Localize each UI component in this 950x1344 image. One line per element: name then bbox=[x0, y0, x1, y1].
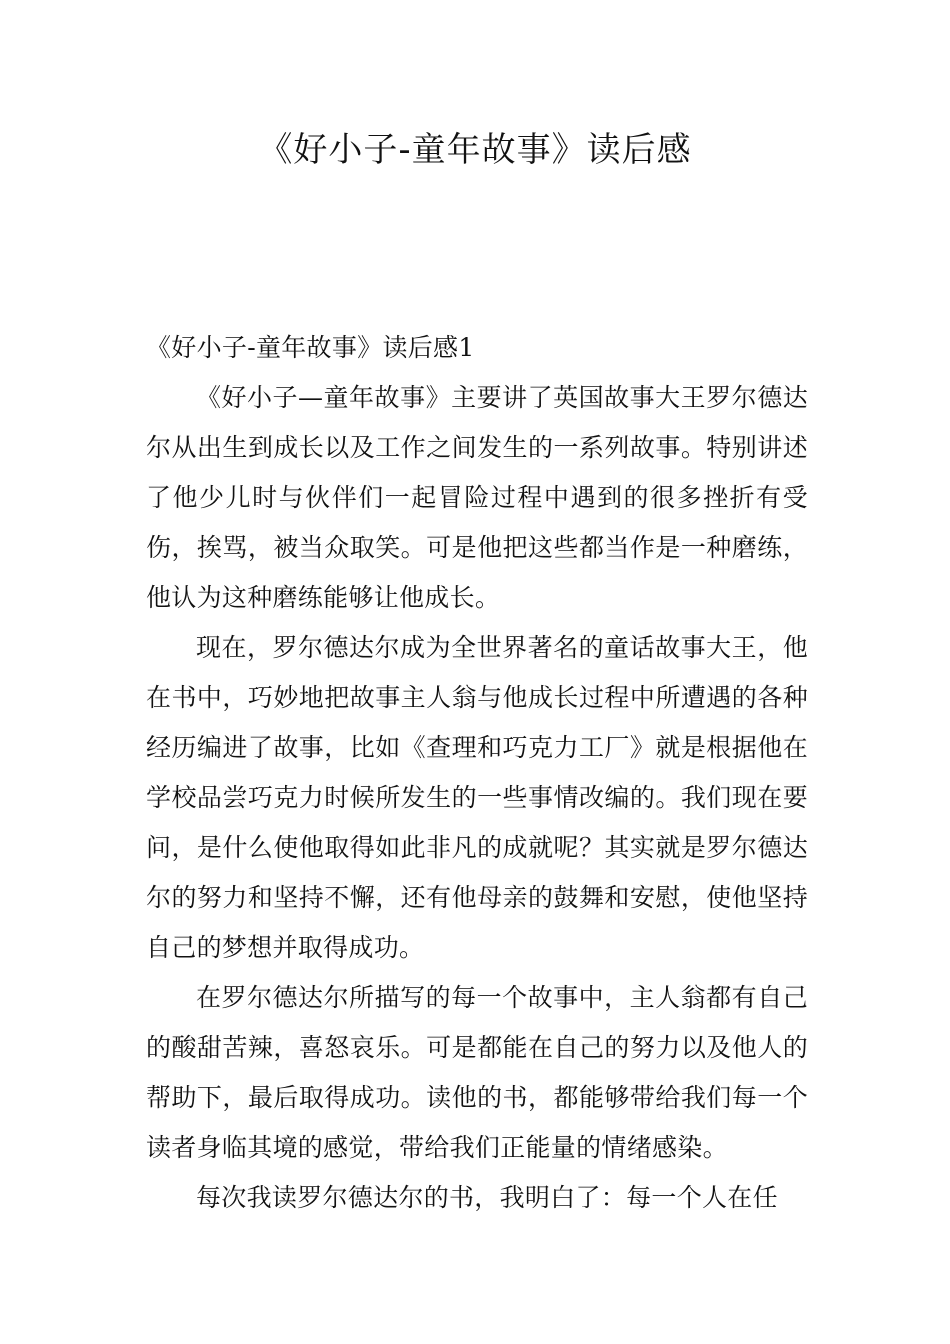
paragraph-1: 《好小子—童年故事》主要讲了英国故事大王罗尔德达尔从出生到成长以及工作之间发生的一系列故事。特别讲述了他少儿时与伙伴们一起冒险过程中遇到的很多挫折有受伤，挨骂，被当众取笑。可是他把这些都当作是一种磨练，他认为这种磨练能够让他成长。 bbox=[146, 383, 808, 612]
document-body bbox=[146, 323, 808, 1223]
section-heading: 《好小子-童年故事》读后感1 bbox=[146, 333, 475, 362]
document-title: 《好小子-童年故事》读后感 bbox=[258, 130, 692, 170]
paragraph-3: 在罗尔德达尔所描写的每一个故事中，主人翁都有自己的酸甜苦辣，喜怒哀乐。可是都能在自己的努力以及他人的帮助下，最后取得成功。读他的书，都能够带给我们每一个读者身临其境的感觉，带给我们正能量的情绪感染。 bbox=[146, 983, 808, 1162]
paragraph-4: 每次我读罗尔德达尔的书，我明白了：每一个人在任 bbox=[196, 1183, 778, 1212]
paragraph-2: 现在，罗尔德达尔成为全世界著名的童话故事大王，他在书中，巧妙地把故事主人翁与他成长过程中所遭遇的各种经历编进了故事，比如《查理和巧克力工厂》就是根据他在学校品尝巧克力时候所发生的一些事情改编的。我们现在要问，是什么使他取得如此非凡的成就呢？其实就是罗尔德达尔的努力和坚持不懈，还有他母亲的鼓舞和安慰，使他坚持自己的梦想并取得成功。 bbox=[146, 633, 808, 962]
